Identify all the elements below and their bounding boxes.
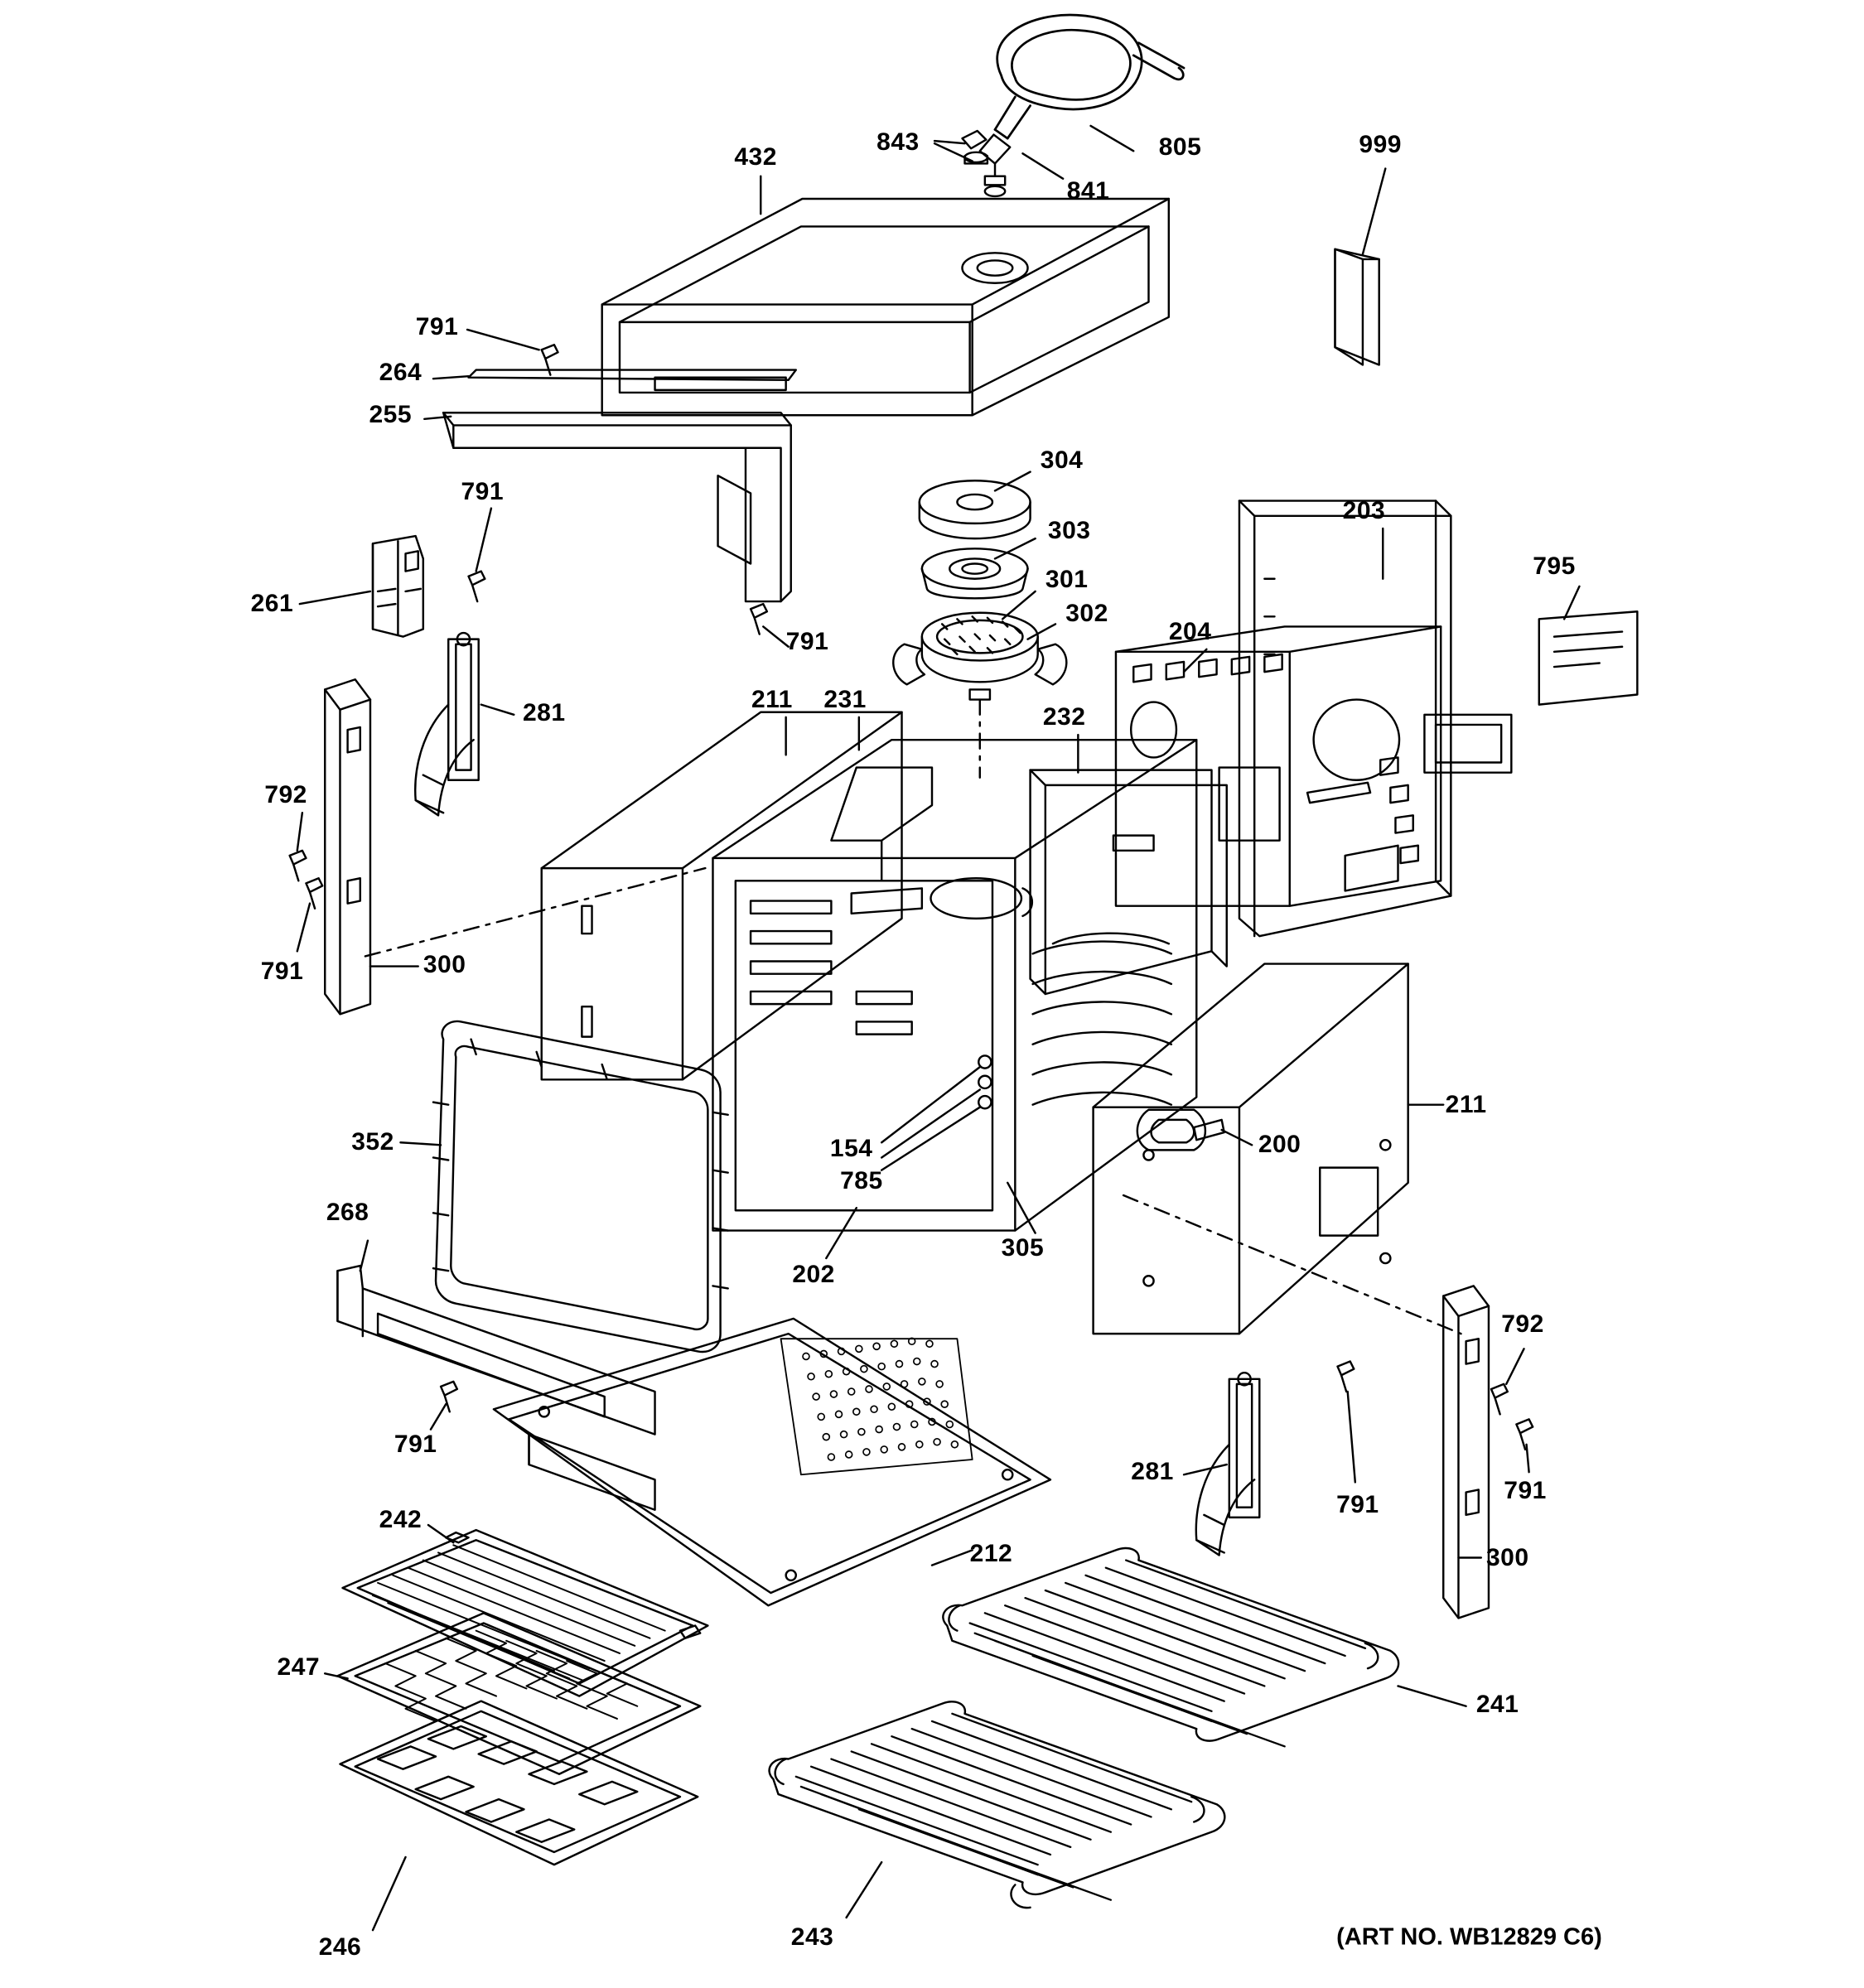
part-999-literature [1335, 249, 1379, 365]
part-281-hinge-lower [1196, 1373, 1259, 1555]
part-304-cap [920, 480, 1031, 538]
callout-204: 204 [1168, 617, 1212, 645]
callout-792-right: 792 [1501, 1310, 1544, 1339]
callout-302: 302 [1065, 600, 1108, 628]
callout-304: 304 [1040, 446, 1084, 474]
leader-841 [1022, 153, 1063, 178]
callout-791-mid: 791 [461, 477, 505, 505]
callout-246: 246 [318, 1933, 362, 1961]
callout-264: 264 [379, 358, 423, 386]
callout-791-mid2: 791 [785, 627, 829, 655]
part-791-screw-left [306, 878, 322, 908]
part-246-broiler-pan [340, 1701, 698, 1865]
callout-843: 843 [876, 128, 920, 156]
leader-241 [1398, 1686, 1466, 1706]
leader-202 [826, 1208, 856, 1258]
leader-843-a [934, 141, 964, 143]
leader-200 [1222, 1130, 1252, 1145]
leader-792-right [1506, 1349, 1524, 1384]
callout-243: 243 [790, 1923, 834, 1952]
leader-247 [325, 1673, 347, 1678]
part-303-ring [922, 548, 1028, 598]
part-805-gas-line [995, 15, 1184, 138]
callout-791-268: 791 [394, 1430, 437, 1458]
callout-268: 268 [326, 1199, 369, 1227]
part-791-screw-mid [469, 572, 485, 601]
part-264-trim [469, 370, 796, 380]
leader-791-right [1527, 1445, 1529, 1472]
part-268-rail [337, 1266, 654, 1510]
part-204-front-frame [1116, 626, 1441, 905]
callout-154: 154 [829, 1134, 873, 1162]
callout-432: 432 [734, 142, 777, 171]
callout-300-right: 300 [1485, 1543, 1529, 1571]
callout-791-center: 791 [1336, 1490, 1379, 1518]
callout-305: 305 [1001, 1233, 1045, 1262]
callout-785: 785 [840, 1167, 883, 1195]
callout-232: 232 [1042, 702, 1086, 731]
leader-242 [428, 1525, 453, 1542]
leader-791-center [1348, 1392, 1355, 1482]
leader-212 [932, 1550, 973, 1565]
callout-301: 301 [1045, 566, 1089, 594]
axis-right [1123, 1195, 1461, 1334]
callout-211-right: 211 [1445, 1090, 1487, 1118]
leader-261 [300, 591, 370, 604]
leader-243 [847, 1862, 882, 1918]
part-301-burner [922, 613, 1038, 683]
callout-841: 841 [1066, 176, 1110, 205]
leader-792-left [297, 813, 302, 851]
axis-left [365, 868, 705, 956]
callout-242: 242 [379, 1505, 423, 1533]
part-791-screw-right [1516, 1419, 1533, 1449]
leader-268 [360, 1241, 368, 1271]
part-241-rack-upper [943, 1548, 1398, 1746]
part-243-rack-lower [770, 1701, 1225, 1908]
part-203-panel [1239, 501, 1511, 937]
leader-281-lower [1184, 1464, 1227, 1474]
part-791-screw-center [1338, 1362, 1355, 1392]
leader-795 [1564, 586, 1579, 619]
callout-791-left: 791 [260, 957, 304, 985]
leader-805 [1091, 126, 1134, 151]
callout-261: 261 [250, 590, 294, 618]
part-154-785-screws [881, 1055, 991, 1170]
callout-202: 202 [792, 1260, 835, 1288]
part-792-screw-left [290, 851, 307, 881]
leader-843-b [934, 143, 973, 161]
part-300-right-rail [1443, 1286, 1489, 1618]
part-242-broiler-rack [343, 1530, 708, 1696]
part-231-cavity [712, 740, 1196, 1230]
leader-246 [373, 1857, 406, 1930]
leader-791-left [297, 904, 310, 952]
part-211-right-panel [1094, 964, 1408, 1334]
art-number-label: (ART NO. WB12829 C6) [1336, 1923, 1602, 1951]
leader-352 [400, 1142, 441, 1145]
callout-231: 231 [823, 685, 867, 713]
part-792-screw-right [1491, 1384, 1508, 1414]
callout-200: 200 [1258, 1131, 1301, 1159]
part-281-hinge-upper [415, 633, 478, 815]
callout-791-right: 791 [1504, 1477, 1547, 1504]
part-255-rail [443, 413, 791, 601]
part-795-label [1539, 611, 1638, 704]
part-261-bracket [373, 536, 423, 637]
callout-805: 805 [1158, 133, 1202, 161]
leader-791-top [467, 330, 539, 350]
callout-255: 255 [369, 401, 413, 429]
callout-281-upper: 281 [522, 699, 566, 727]
part-791-screw-mid2 [751, 604, 767, 634]
leader-281-upper [481, 705, 514, 715]
callout-791-top: 791 [415, 312, 459, 340]
callout-281-lower: 281 [1131, 1458, 1174, 1486]
callout-303: 303 [1047, 517, 1091, 544]
leader-791-268 [431, 1404, 446, 1429]
part-300-left-rail [325, 679, 370, 1014]
part-432-top-panel [602, 199, 1169, 415]
callout-999: 999 [1359, 130, 1402, 158]
callout-203: 203 [1342, 496, 1386, 524]
part-212-bottom-panel [494, 1319, 1050, 1605]
callout-300-left: 300 [423, 951, 466, 979]
callout-241: 241 [1475, 1691, 1519, 1719]
leader-791-mid2 [763, 626, 788, 646]
callout-211-upper: 211 [751, 685, 793, 713]
leader-304 [995, 472, 1031, 491]
callout-247: 247 [277, 1653, 321, 1681]
part-352-gasket [433, 1021, 728, 1352]
callout-212: 212 [969, 1539, 1013, 1567]
part-841-fitting [980, 135, 1010, 196]
leader-791-mid [476, 509, 491, 572]
callout-352: 352 [351, 1128, 394, 1156]
callout-792-left: 792 [264, 781, 307, 808]
leader-999 [1363, 169, 1385, 254]
leader-264 [433, 376, 469, 379]
callout-795: 795 [1533, 552, 1576, 580]
